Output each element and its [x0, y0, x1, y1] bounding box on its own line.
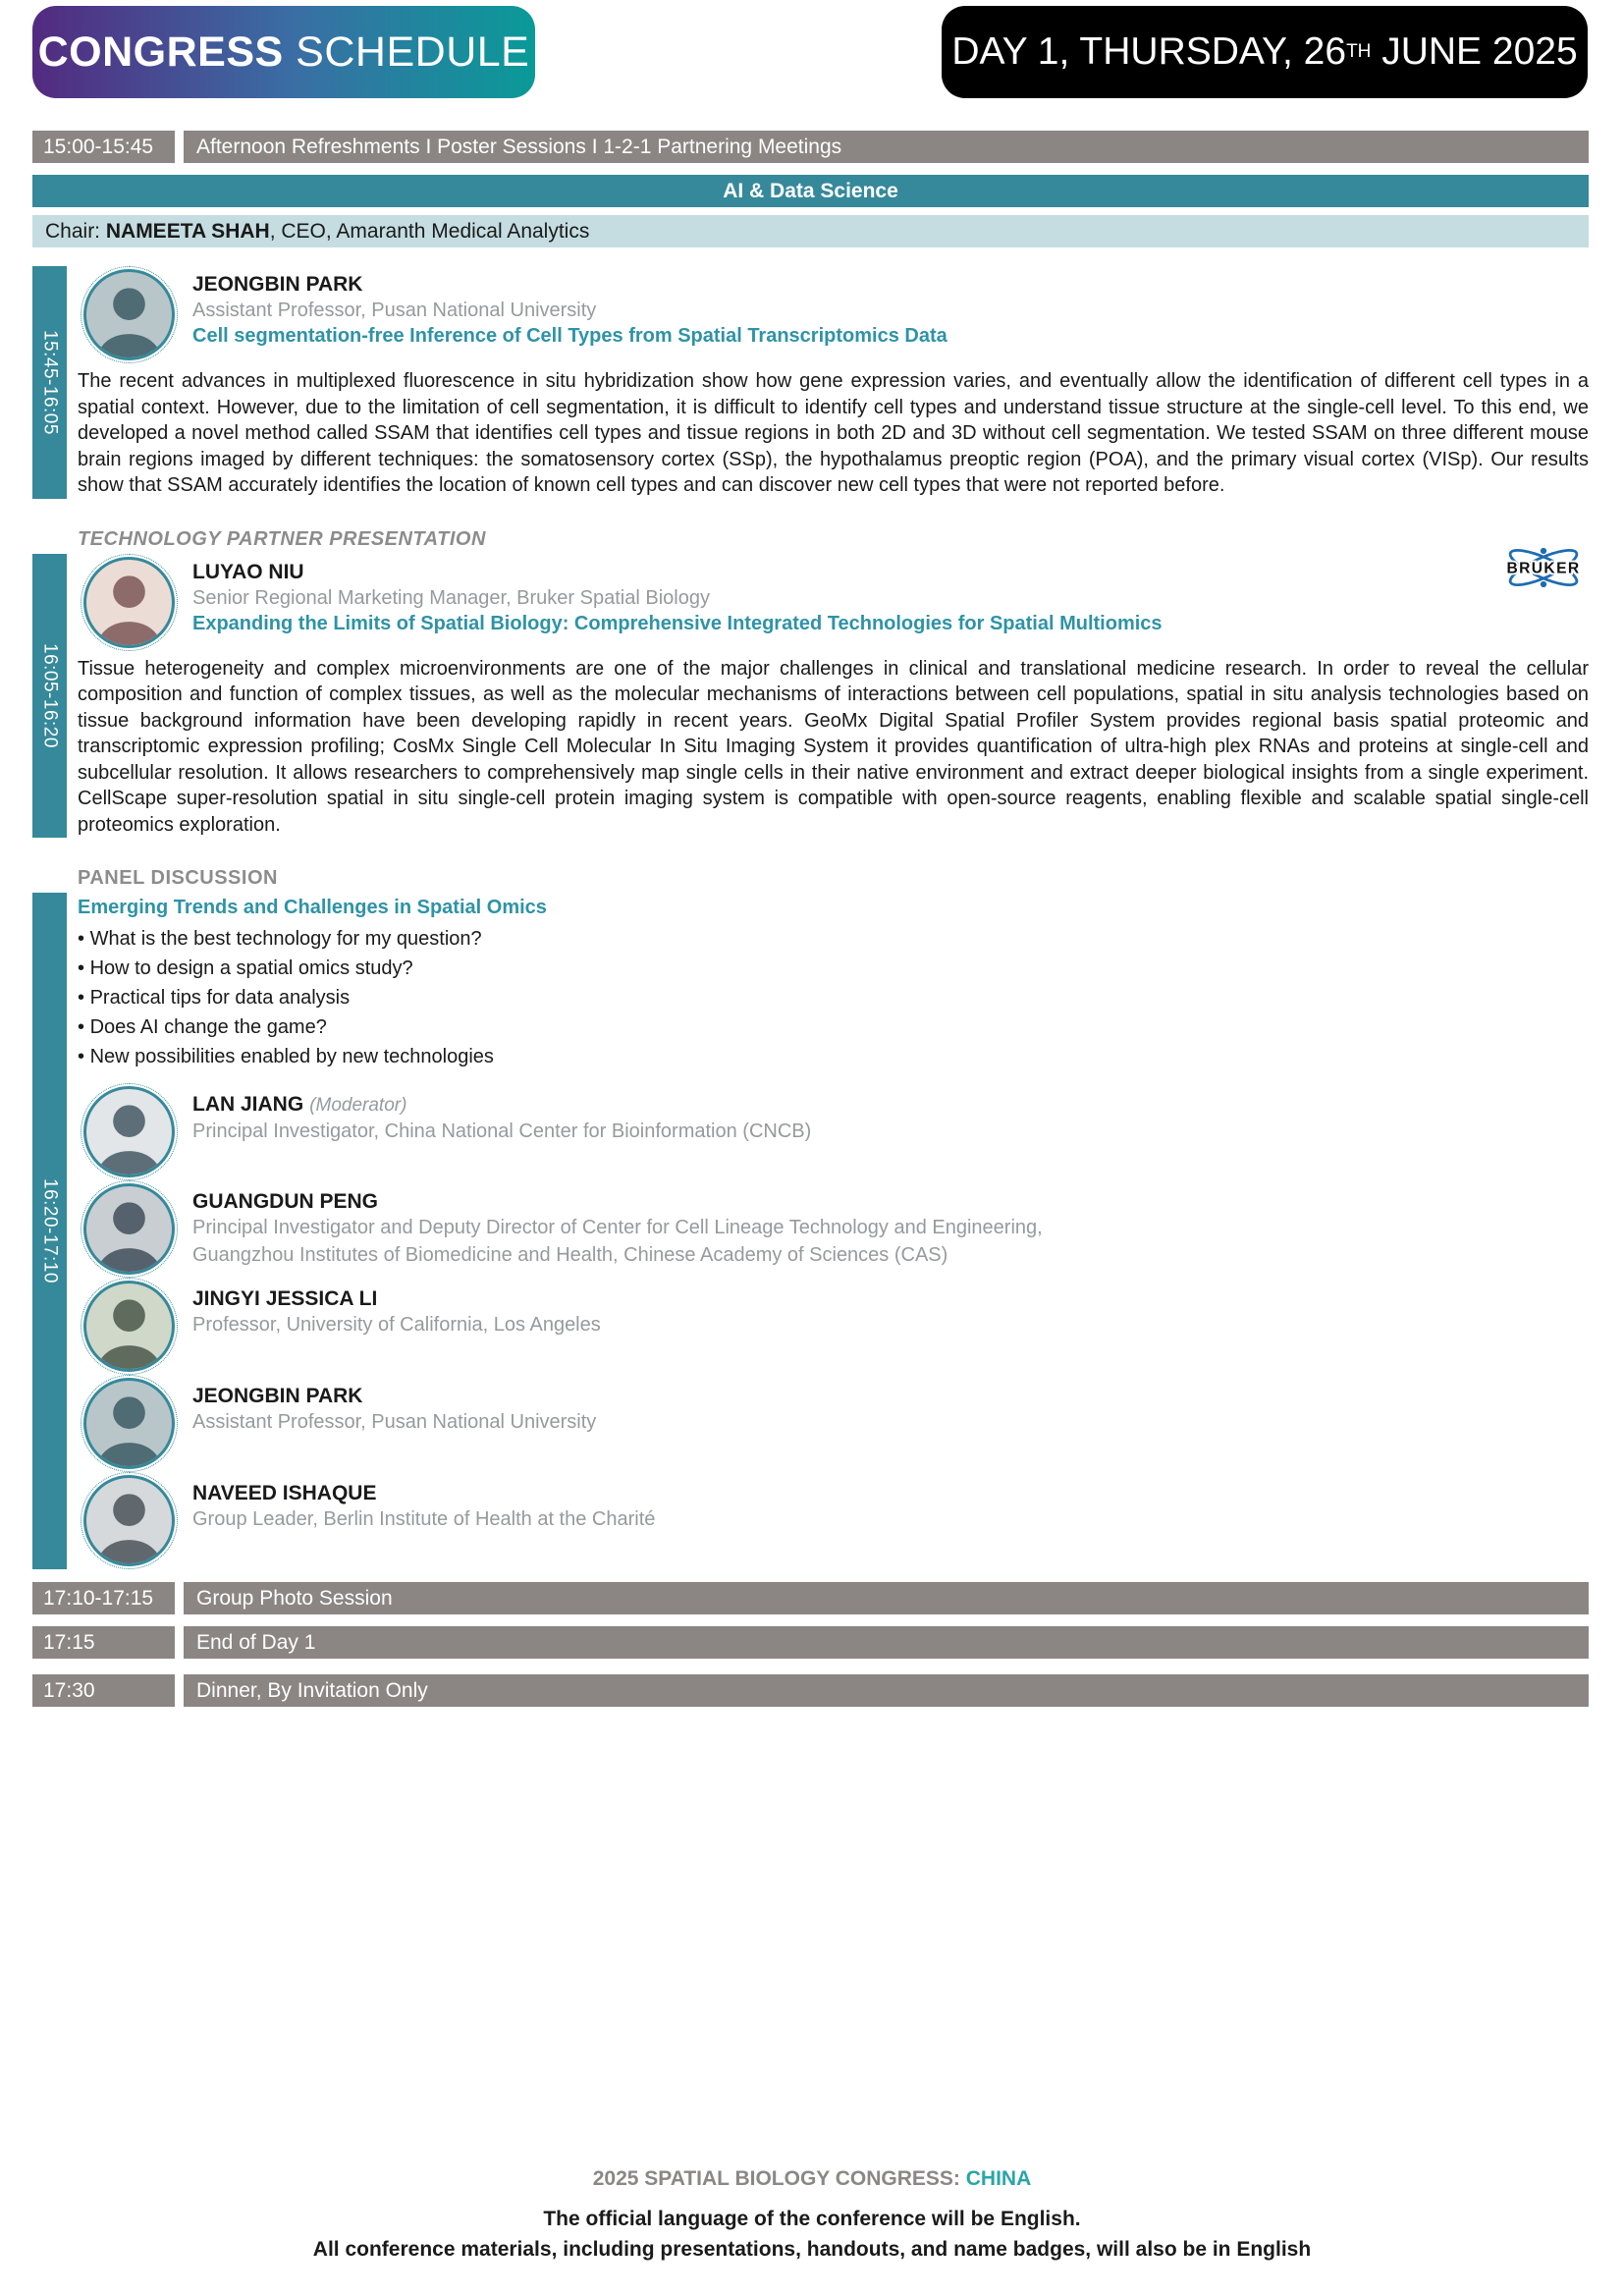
panel-bullet: • What is the best technology for my question? — [78, 924, 1589, 954]
panelist-info — [192, 1375, 596, 1435]
panel-bullet-list — [78, 924, 1589, 1071]
panelist-avatar — [81, 1375, 178, 1472]
person-icon — [86, 560, 172, 645]
congress-schedule-banner — [32, 6, 535, 98]
event-label-cell: Afternoon Refreshments I Poster Sessions I 1-2-1 Partnering Meetings — [184, 131, 1589, 163]
date-text: DAY 1, THURSDAY, 26 — [951, 30, 1347, 73]
panelist-photo — [83, 1281, 175, 1372]
panelist-name: LAN JIANG (Moderator) — [192, 1093, 407, 1116]
panelist-row — [78, 1180, 1589, 1278]
footer-language-note: The official language of the conference will be English. — [543, 2208, 1081, 2230]
speaker-name: LUYAO NIU — [192, 560, 304, 583]
schedule-row-group-photo — [32, 1582, 1589, 1614]
schedule-row-refreshments — [32, 131, 1589, 163]
time-cell: 17:10-17:15 — [32, 1582, 175, 1614]
panelist-affiliation: Professor, University of California, Los Angeles — [192, 1314, 601, 1336]
session-2-body — [67, 554, 1589, 839]
footer-congress-line — [0, 2167, 1624, 2191]
person-icon — [86, 1478, 172, 1563]
speaker-avatar — [81, 554, 178, 651]
panelist-affiliation: Group Leader, Berlin Institute of Health at the Charité — [192, 1508, 656, 1530]
panelist-row — [78, 1375, 1589, 1472]
schedule-row-dinner — [32, 1674, 1589, 1707]
talk-title: Cell segmentation-free Inference of Cell Types from Spatial Transcriptomics Data — [192, 325, 947, 347]
panel-bullet: • How to design a spatial omics study? — [78, 954, 1589, 983]
event-label-cell: Dinner, By Invitation Only — [184, 1674, 1589, 1707]
panelist-affiliation-line2: Guangzhou Institutes of Biomedicine and Health, Chinese Academy of Sciences (CAS) — [192, 1244, 948, 1266]
panelist-avatar — [81, 1083, 178, 1180]
svg-text:BRUKER: BRUKER — [1506, 560, 1581, 577]
person-icon — [86, 1284, 172, 1369]
panelist-avatar — [81, 1278, 178, 1375]
speaker-avatar — [81, 266, 178, 363]
session-block-2 — [32, 554, 1589, 839]
panelist-affiliation: Principal Investigator and Deputy Director of Center for Cell Lineage Technology and Engineering, — [192, 1217, 1043, 1238]
footer-congress-label: 2025 SPATIAL BIOLOGY CONGRESS: — [592, 2167, 966, 2190]
footer-materials-note: All conference materials, including presentations, handouts, and name badges, will also be in English — [312, 2238, 1312, 2261]
session-1-speaker-row — [78, 266, 1589, 363]
panelist-info — [192, 1180, 1043, 1268]
day-date-banner: DAY 1, THURSDAY, 26 TH JUNE 2025 — [942, 6, 1588, 98]
session-1-speaker-info — [192, 266, 947, 349]
banner-title-light: SCHEDULE — [283, 27, 530, 76]
banner-title-bold: CONGRESS — [37, 27, 284, 76]
panelist-photo — [83, 1183, 175, 1275]
session-1-time-bar: 15:45-16:05 — [32, 266, 67, 499]
panelist-row — [78, 1083, 1589, 1180]
panelist-row — [78, 1278, 1589, 1375]
panel-block — [32, 893, 1589, 1569]
speaker-photo — [83, 557, 175, 648]
speaker-photo — [83, 269, 175, 360]
schedule-row-end-of-day — [32, 1626, 1589, 1659]
panelist-photo — [83, 1475, 175, 1566]
panelist-info — [192, 1278, 601, 1338]
panelist-name: GUANGDUN PENG — [192, 1190, 379, 1213]
chair-suffix: , CEO, Amaranth Medical Analytics — [269, 219, 590, 243]
page-header — [0, 0, 1624, 98]
bruker-logo — [1498, 542, 1589, 598]
footer-congress-country: CHINA — [965, 2167, 1032, 2190]
technology-partner-label: TECHNOLOGY PARTNER PRESENTATION — [78, 527, 486, 550]
time-cell: 17:15 — [32, 1626, 175, 1659]
panelist-row — [78, 1472, 1589, 1569]
panel-discussion-label: PANEL DISCUSSION — [78, 867, 278, 889]
chair-prefix: Chair: — [45, 219, 106, 243]
panel-time-bar: 16:20-17:10 — [32, 893, 67, 1569]
track-banner: AI & Data Science — [32, 175, 1589, 207]
time-cell: 15:00-15:45 — [32, 131, 175, 163]
panelist-photo — [83, 1086, 175, 1177]
session-block-1 — [32, 266, 1589, 499]
panelist-name: JINGYI JESSICA LI — [192, 1287, 378, 1310]
panelist-name: NAVEED ISHAQUE — [192, 1482, 377, 1504]
chair-name: NAMEETA SHAH — [105, 219, 270, 243]
speaker-name: JEONGBIN PARK — [192, 273, 363, 296]
panel-bullet: • New possibilities enabled by new technologies — [78, 1042, 1589, 1071]
panel-bullet: • Does AI change the game? — [78, 1012, 1589, 1042]
date-text-suffix: JUNE 2025 — [1371, 30, 1578, 73]
session-2-abstract: Tissue heterogeneity and complex microenvironments are one of the major challenges in clinical and translational medicine research. In order to reveal the cellular composition and function of complex tissues, as well as the molecular mechanisms of interactions between cell populations, spatial in situ analysis technologies based on tissue background information have been developing rapidly in recent years. GeoMx Digital Spatial Profiler System provides regional basis spatial proteomic and transcriptomic expression profiling; CosMx Single Cell Molecular In Situ Imaging System it provides quantification of ultra-high plex RNAs and proteins at single-cell and subcellular resolution. It allows researchers to comprehensively map single cells in their native environment and extract deeper biological insights from a single experiment. CellScape super-resolution spatial in situ single-cell protein imaging system is compatible with open-source reagents, enabling flexible and scalable spatial single-cell proteomics exploration. — [78, 657, 1589, 836]
person-icon — [86, 1186, 172, 1272]
panelist-name: JEONGBIN PARK — [192, 1385, 363, 1407]
panelist-affiliation: Principal Investigator, China National Center for Bioinformation (CNCB) — [192, 1120, 812, 1142]
talk-title: Expanding the Limits of Spatial Biology: Comprehensive Integrated Technologies for Spatial Multiomics — [192, 612, 1163, 634]
panelist-info — [192, 1472, 655, 1532]
time-cell: 17:30 — [32, 1674, 175, 1707]
panelist-photo — [83, 1378, 175, 1469]
moderator-note: (Moderator) — [309, 1095, 407, 1116]
page-footer — [0, 2167, 1624, 2262]
session-2-speaker-info — [192, 554, 1163, 636]
session-1-abstract: The recent advances in multiplexed fluorescence in situ hybridization show how gene expression varies, and eventually allow the identification of different cell types in a spatial context. However, due to the limitation of cell segmentation, it is difficult to identify cell types and understand tissue structure at the single-cell level. To this end, we developed a novel method called SSAM that identifies cell types and tissue regions in both 2D and 3D without cell segmentation. We tested SSAM on three different mouse brain regions imaged by different techniques: the somatosensory cortex (SSp), the hypothalamus preoptic region (POA), and the primary visual cortex (VISp). Our results show that SSAM accurately identifies the location of known cell types and can discover new cell types that were not reported before. — [78, 370, 1589, 496]
chair-row — [32, 215, 1589, 247]
person-icon — [86, 1381, 172, 1466]
panelist-avatar — [81, 1472, 178, 1569]
event-label-cell: End of Day 1 — [184, 1626, 1589, 1659]
panelist-affiliation: Assistant Professor, Pusan National University — [192, 1411, 597, 1433]
speaker-affiliation: Assistant Professor, Pusan National University — [192, 300, 597, 321]
panelists-list — [78, 1083, 1589, 1569]
person-icon — [86, 272, 172, 357]
panelist-avatar — [81, 1180, 178, 1278]
panel-body — [67, 893, 1589, 1569]
panel-title: Emerging Trends and Challenges in Spatial Omics — [78, 897, 547, 918]
session-2-time-bar: 16:05-16:20 — [32, 554, 67, 839]
panel-bullet: • Practical tips for data analysis — [78, 983, 1589, 1012]
session-1-body — [67, 266, 1589, 499]
panelist-info — [192, 1083, 811, 1144]
session-2-speaker-row — [78, 554, 1589, 651]
event-label-cell: Group Photo Session — [184, 1582, 1589, 1614]
speaker-affiliation: Senior Regional Marketing Manager, Bruker Spatial Biology — [192, 586, 710, 609]
person-icon — [86, 1089, 172, 1175]
